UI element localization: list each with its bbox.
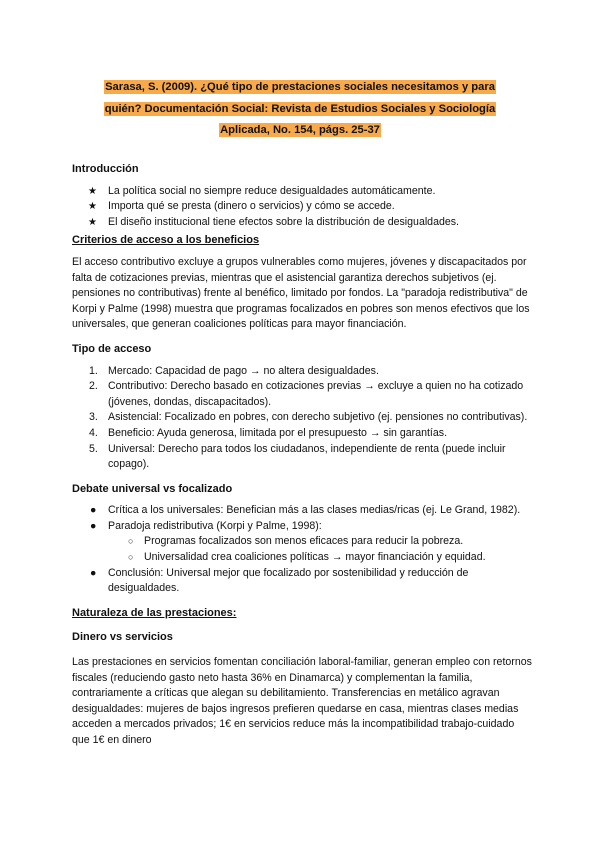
star-icon: ★ [88, 201, 97, 213]
title-line-2: quién? Documentación Social: Revista de Estudios Sociales y Sociología [104, 102, 496, 115]
list-item: ● Crítica a los universales: Benefician más a las clases medias/ricas (ej. Le Grand, 1982). [72, 503, 532, 519]
debate-heading: Debate universal vs focalizado [72, 482, 233, 495]
list-item: 2. Contributivo: Derecho basado en cotizaciones previas → excluye a quien no ha cotizado (jóvenes, dondas, discapacitados). [89, 380, 524, 408]
bullet-icon: ● [90, 566, 97, 579]
dinero-servicios-heading: Dinero vs servicios [72, 631, 173, 644]
circle-bullet-icon: ○ [128, 552, 134, 563]
document-content [72, 162, 532, 749]
list-item: ○ Universalidad crea coaliciones políticas → mayor financiación y equidad. [72, 550, 532, 566]
title-line-1: Sarasa, S. (2009). ¿Qué tipo de prestaciones sociales necesitamos y para [105, 81, 495, 93]
list-item: 1. Mercado: Capacidad de pago → no altera desigualdades. [89, 364, 379, 377]
bullet-icon: ● [90, 519, 97, 532]
list-item: 4. Beneficio: Ayuda generosa, limitada por el presupuesto → sin garantías. [89, 426, 448, 439]
list-item: ★ La política social no siempre reduce desigualdades automáticamente. [72, 184, 532, 200]
list-item: 5. Universal: Derecho para todos los ciudadanos, independiente de renta (puede incluir copago). [89, 442, 506, 471]
list-item: ★ Importa qué se presta (dinero o servicios) y cómo se accede. [72, 199, 532, 215]
star-icon: ★ [88, 216, 97, 228]
list-item: 3. Asistencial: Focalizado en pobres, con derecho subjetivo (ej. pensiones no contributivas). [89, 411, 528, 424]
list-item: ○ Programas focalizados son menos eficaces para reducir la pobreza. [72, 534, 532, 550]
circle-bullet-icon: ○ [128, 536, 134, 547]
tipo-list [72, 364, 532, 473]
title-line-3: Aplicada, No. 154, págs. 25-37 [220, 124, 380, 136]
tipo-heading: Tipo de acceso [72, 342, 152, 355]
star-icon: ★ [88, 185, 97, 197]
criterios-paragraph: El acceso contributivo excluye a grupos vulnerables como mujeres, jóvenes y discapacitados por falta de cotizaciones previas, mientras que el asistencial garantiza derechos subjetivos (ej. pensiones no contributivas) frente al benéfico, limitado por fondos. La "paradoja redistributiva" de Korpi y Palme (1998) muestra que programas focalizados en pobres son menos efectivos que los universales, que generan coaliciones políticas para mayor financiación. [72, 255, 530, 331]
naturaleza-heading: Naturaleza de las prestaciones: [72, 606, 237, 619]
criterios-heading: Criterios de acceso a los beneficios [72, 234, 260, 247]
document-title [70, 77, 530, 142]
naturaleza-paragraph: Las prestaciones en servicios fomentan conciliación laboral-familiar, generan empleo con retornos fiscales (reduciendo gasto neto hasta 36% en Dinamarca) y complementan la familia, contrariamente a críticas que alegan su debilitamiento. Transferencias en metálico agravan desigualdades: mujeres de bajos ingresos prefieren quedarse en casa, mientras clases medias acceden a mercados privados; 1€ en servicios reduce más la incompatibilidad trabajo-cuidado que 1€ en dinero [72, 656, 532, 746]
debate-list [72, 503, 532, 597]
list-item: ● Conclusión: Universal mejor que focalizado por sostenibilidad y reducción de desigualdades. [90, 566, 469, 595]
intro-list [72, 184, 532, 231]
list-item: ★ El diseño institucional tiene efectos sobre la distribución de desigualdades. [72, 215, 532, 231]
bullet-icon: ● [90, 504, 97, 517]
intro-heading: Introducción [72, 163, 139, 175]
list-item: ● Paradoja redistributiva (Korpi y Palme, 1998): [72, 519, 532, 535]
